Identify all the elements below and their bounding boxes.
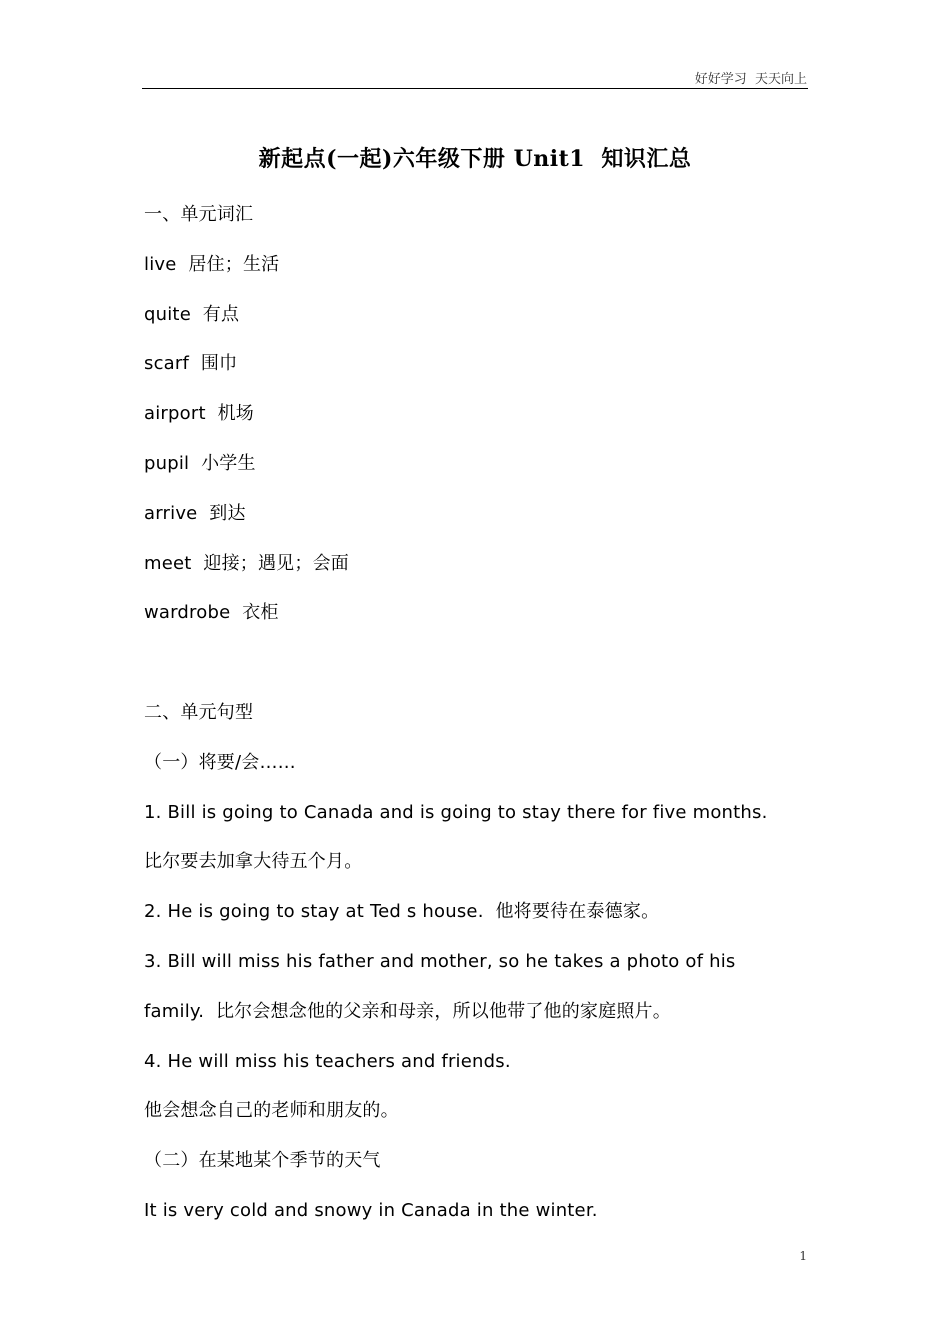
- subsection-heading: （一）将要/会……: [144, 751, 296, 773]
- vocab-item: quite 有点: [144, 303, 240, 325]
- sentence-line: 比尔要去加拿大待五个月。: [144, 851, 363, 873]
- document-title: 新起点(一起)六年级下册 Unit1 知识汇总: [258, 146, 692, 172]
- header-rule: [142, 88, 808, 89]
- subsection-heading: （二）在某地某个季节的天气: [144, 1150, 381, 1172]
- sentence-line: 3. Bill will miss his father and mother, so he takes a photo of his: [144, 950, 736, 972]
- vocab-item: pupil 小学生: [144, 452, 256, 474]
- section-heading-sentences: 二、单元句型: [144, 701, 254, 723]
- sentence-line: 1. Bill is going to Canada and is going to stay there for five months.: [144, 801, 768, 823]
- sentence-line: family. 比尔会想念他的父亲和母亲，所以他带了他的家庭照片。: [144, 1000, 671, 1022]
- sentence-line: It is very cold and snowy in Canada in the winter.: [144, 1199, 598, 1221]
- vocab-item: arrive 到达: [144, 502, 246, 524]
- page-number: 1: [799, 1249, 807, 1263]
- vocab-item: meet 迎接；遇见；会面: [144, 552, 349, 574]
- sentence-line: 2. He is going to stay at Ted s house. 他将要待在泰德家。: [144, 901, 660, 923]
- document-body: [144, 200, 814, 1246]
- sentence-line: 他会想念自己的老师和朋友的。: [144, 1100, 399, 1122]
- sentence-line: 4. He will miss his teachers and friends.: [144, 1050, 511, 1072]
- vocab-item: wardrobe 衣柜: [144, 602, 279, 624]
- header-text: 好好学习 天天向上: [694, 72, 807, 87]
- vocab-item: airport 机场: [144, 403, 254, 425]
- section-heading-vocabulary: 一、单元词汇: [144, 204, 254, 225]
- vocab-item: live 居住；生活: [144, 253, 280, 275]
- blank-line: [144, 648, 814, 698]
- vocab-item: scarf 围巾: [144, 353, 238, 375]
